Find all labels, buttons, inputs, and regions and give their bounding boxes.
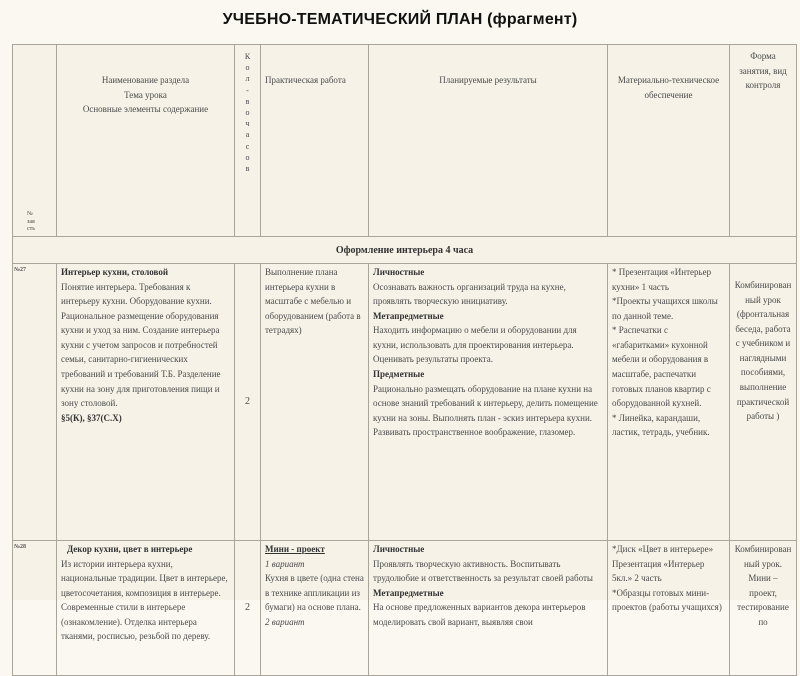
header-hours-letter: в bbox=[245, 96, 250, 106]
practical-variant-text: Кухня в цвете (одна стена в технике аппликации из бумаги) на основе плана. bbox=[265, 573, 364, 613]
header-section-line: Наименование раздела bbox=[101, 75, 190, 85]
topic-title: Интерьер кухни, столовой bbox=[61, 267, 169, 277]
results-personal-heading: Личностные bbox=[373, 544, 425, 554]
header-hours-letter: в bbox=[245, 164, 250, 174]
materials-item: *Проекты учащихся школы по данной теме. bbox=[612, 296, 718, 321]
results-meta-text: На основе предложенных вариантов декора интерьеров моделировать свой вариант, выявляя свои bbox=[373, 602, 586, 627]
materials-item: * Презентация «Интерьер кухни» 1 часть bbox=[612, 267, 712, 292]
materials-cell bbox=[608, 541, 730, 676]
practical-cell bbox=[261, 541, 369, 676]
results-meta-heading: Метапредметные bbox=[373, 310, 444, 321]
results-subject-heading: Предметные bbox=[373, 369, 425, 380]
header-hours-letter: а bbox=[245, 130, 250, 140]
header-practical-cell: Практическая работа bbox=[261, 45, 369, 237]
header-materials-cell: Материально-техническое обеспечение bbox=[608, 45, 730, 237]
topic-content: Понятие интерьера. Требования к интерьеру кухни. Оборудование кухни. Рациональное размещение оборудования кухни и уход за ним. Создание интерьера кухни с учетом запросов и потребностей семьи, санитарно-гигиенических требований и требований Т.Б. Разделение кухни на зону для приготовления пищи и зону столовой. bbox=[61, 281, 221, 409]
header-results-cell: Планируемые результаты bbox=[369, 45, 608, 237]
topic-cell bbox=[57, 264, 235, 541]
materials-item: * Линейка, карандаши, ластик, тетрадь, учебник. bbox=[612, 412, 710, 438]
results-cell bbox=[369, 541, 608, 676]
header-number-label: сть bbox=[27, 225, 36, 232]
hours-cell: 2 bbox=[235, 264, 261, 541]
table-row bbox=[13, 541, 797, 676]
header-hours-letter: - bbox=[246, 85, 249, 95]
practical-cell: Выполнение плана интерьера кухни в масштабе с мебелью и оборудованием (работа в тетрадях) bbox=[261, 264, 369, 541]
materials-item: *Диск «Цвет в интерьере» Презентация «Интерьер 5кл.» 2 часть bbox=[612, 544, 714, 584]
header-content-line: Основные элементы содержание bbox=[82, 104, 209, 115]
table-header-row bbox=[13, 45, 797, 237]
plan-table bbox=[12, 44, 797, 676]
results-subject-text: Рационально размещать оборудование на плане кухни на основе знаний требований к интерьеру, делить помещение кухни на зоны. Выполнять план - эскиз интерьера кухни. Развивать пространственное воображение, глазомер. bbox=[373, 383, 598, 438]
topic-title: Декор кухни, цвет в интерьере bbox=[67, 544, 193, 554]
header-form-cell: Форма занятия, вид контроля bbox=[730, 45, 797, 237]
page-title: УЧЕБНО-ТЕМАТИЧЕСКИЙ ПЛАН (фрагмент) bbox=[222, 11, 578, 28]
header-hours-letter: о bbox=[245, 152, 250, 162]
hours-cell: 2 bbox=[235, 541, 261, 676]
row-number: №27 bbox=[13, 264, 57, 541]
practical-variant-label: 2 вариант bbox=[265, 616, 305, 627]
section-row bbox=[13, 237, 797, 264]
materials-item: * Распечатки с «габаритками» кухонной мебели и оборудования в масштабе, распечатки готовых планов квартир с оборудованной кухней. bbox=[612, 325, 711, 409]
header-number-label: № bbox=[27, 211, 33, 218]
form-cell: Комбинированный урок. Мини – проект, тестирование по bbox=[730, 541, 797, 676]
plan-table-sheet bbox=[12, 44, 796, 642]
header-section-cell bbox=[57, 45, 235, 237]
header-hours-letter: о bbox=[245, 63, 250, 73]
row-number: №28 bbox=[13, 541, 57, 676]
header-hours-letter: с bbox=[245, 141, 250, 151]
topic-cell bbox=[57, 541, 235, 676]
form-cell: Комбинированный урок (фронтальная беседа, работа с учебником и наглядными пособиями, выполнение практической работы ) bbox=[730, 264, 797, 541]
header-hours-letter: л bbox=[245, 74, 250, 84]
results-meta-heading: Метапредметные bbox=[373, 587, 444, 598]
practical-title: Мини - проект bbox=[265, 544, 325, 554]
materials-item: *Образцы готовых мини-проектов (работы учащихся) bbox=[612, 587, 722, 613]
table-row bbox=[13, 264, 797, 541]
results-personal-text: Осознавать важность организаций труда на кухне, проявлять творческую инициативу. bbox=[373, 281, 566, 307]
topic-content: Из истории интерьера кухни, национальные традиции. Цвет в интерьере, цветосочетания, композиция в интерьере. Современные стили в интерьере (ознакомление). Отделка интерьера тканями, росписью, резьбой по дереву. bbox=[61, 558, 228, 642]
section-title: Оформление интерьера 4 часа bbox=[13, 237, 797, 264]
results-personal-text: Проявлять творческую активность. Воспитывать трудолюбие и ответственность за результат своей работы bbox=[373, 558, 593, 584]
materials-cell bbox=[608, 264, 730, 541]
results-personal-heading: Личностные bbox=[373, 267, 425, 277]
practical-variant-label: 1 вариант bbox=[265, 558, 305, 569]
header-number-label: зая bbox=[27, 218, 35, 225]
header-hours-letter: ч bbox=[245, 119, 250, 129]
header-number-cell bbox=[13, 45, 57, 237]
header-hours-cell bbox=[235, 45, 261, 237]
results-cell bbox=[369, 264, 608, 541]
textbook-reference: §5(К), §37(С.Х) bbox=[61, 412, 122, 423]
results-meta-text: Находить информацию о мебели и оборудовании для кухни, использовать для проектирования интерьера. Оценивать результаты проекта. bbox=[373, 325, 577, 365]
header-hours-letter: К bbox=[244, 52, 251, 61]
header-hours-letter: о bbox=[245, 108, 250, 118]
header-topic-line: Тема урока bbox=[124, 89, 167, 100]
